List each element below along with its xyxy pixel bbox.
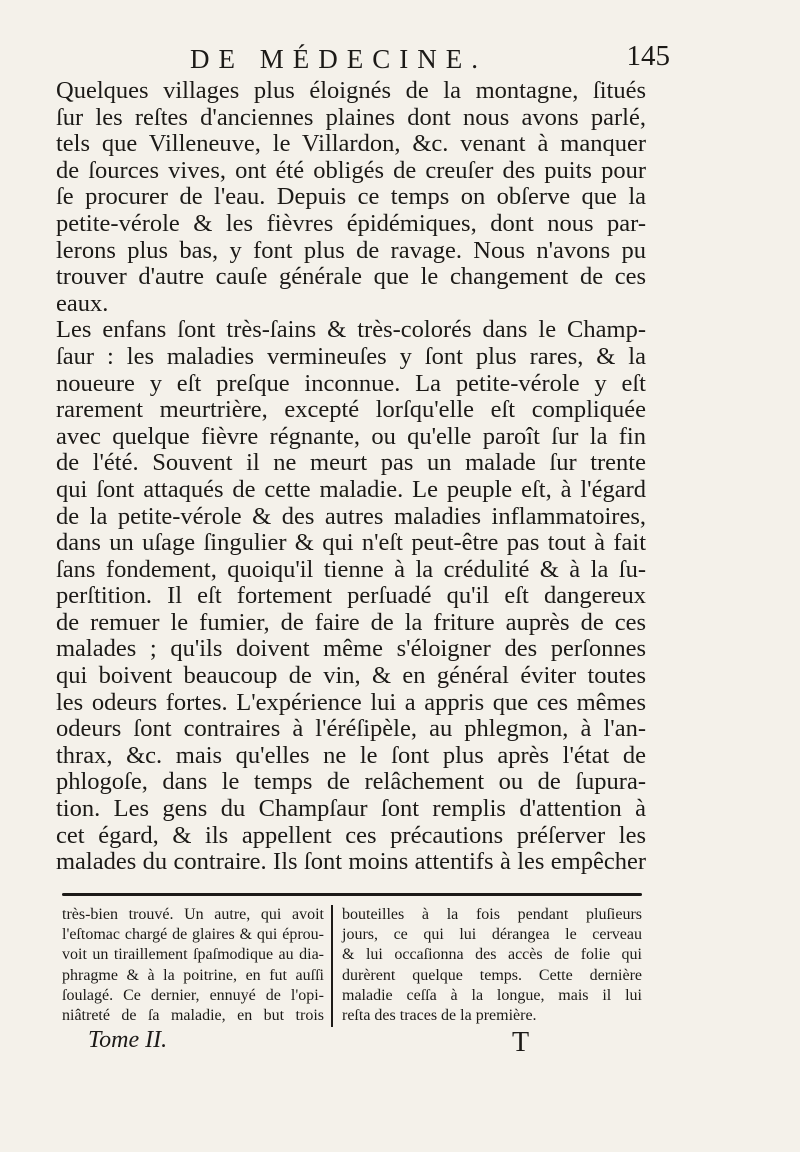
- body-line: cet égard, & ils appellent ces précautions préſerver les: [56, 821, 646, 849]
- body-line: tels que Villeneuve, le Villardon, &c. venant à manquer: [56, 130, 646, 158]
- body-line: tion. Les gens du Champſaur ſont remplis d'attention à: [56, 795, 646, 823]
- footnote-line: jours, ce qui lui dérangea le cerveau: [342, 926, 642, 944]
- body-line: Les enfans ſont très-ſains & très-colorés dans le Champ-: [56, 316, 646, 344]
- body-line: ſur les reſtes d'anciennes plaines dont nous avons parlé,: [56, 103, 646, 131]
- footnote-line: niâtreté de ſa maladie, en but trois: [62, 1006, 324, 1024]
- body-line: malades du contraire. Ils ſont moins attentifs à les empêcher: [56, 848, 646, 876]
- body-line: odeurs ſont contraires à l'éréſipèle, au phlegmon, à l'an-: [56, 715, 646, 743]
- footnote-line: bouteilles à la fois pendant pluſieurs: [342, 906, 642, 923]
- footnote-rule: [62, 893, 642, 896]
- body-line: les odeurs fortes. L'expérience lui a appris que ces mêmes: [56, 688, 646, 716]
- footnote-line: très-bien trouvé. Un autre, qui avoit: [62, 906, 324, 923]
- body-line: malades ; qu'ils doivent même s'éloigner des perſonnes: [56, 635, 646, 663]
- footnote-line: phragme & à la poitrine, en fut auſſi: [62, 966, 324, 984]
- signature-mark: T: [512, 1027, 530, 1058]
- body-line: Quelques villages plus éloignés de la montagne, ſitués: [56, 77, 646, 104]
- body-line: de remuer le fumier, de faire de la friture auprès de ces: [56, 608, 646, 636]
- footnote-line: ſoulagé. Ce dernier, ennuyé de l'opi-: [62, 986, 324, 1004]
- body-line: petite-vérole & les fièvres épidémiques, dont nous par-: [56, 209, 646, 237]
- body-text: [56, 78, 646, 876]
- footnote-column-right: [342, 905, 642, 1026]
- body-line: ſe procurer de l'eau. Depuis ce temps on obſerve que la: [56, 183, 646, 211]
- body-line: trouver d'autre cauſe générale que le changement de ces: [56, 263, 646, 291]
- body-line: perſtition. Il eſt fortement perſuadé qu'il eſt dangereux: [56, 582, 646, 610]
- body-line: de l'été. Souvent il ne meurt pas un malade ſur trente: [56, 449, 646, 477]
- footnote-line: & lui occaſionna des accès de folie qui: [342, 946, 642, 964]
- body-line: thrax, &c. mais qu'elles ne le ſont plus après l'état de: [56, 741, 646, 769]
- body-line: avec quelque fièvre régnante, ou qu'elle paroît ſur la fin: [56, 422, 646, 450]
- footnote-line: l'eſtomac chargé de glaires & qui éprou-: [62, 926, 324, 944]
- footnote-line: maladie ceſſa à la longue, mais il lui: [342, 986, 642, 1004]
- footnote-column-divider: [331, 905, 333, 1027]
- body-line: de ſources vives, ont été obligés de creuſer des puits pour: [56, 156, 646, 184]
- body-line: de la petite-vérole & des autres maladies inflammatoires,: [56, 502, 646, 530]
- footnote-line: voit un tiraillement ſpaſmodique au dia-: [62, 946, 324, 964]
- footnote-column-left: [62, 905, 324, 1026]
- body-line: lerons plus bas, y font plus de ravage. Nous n'avons pu: [56, 236, 646, 264]
- body-line: phlogoſe, dans le temps de relâchement ou de ſupura-: [56, 768, 646, 796]
- body-line: ſaur : les maladies vermineuſes y ſont plus rares, & la: [56, 342, 646, 370]
- body-line: eaux.: [56, 289, 109, 317]
- footnote-line: durèrent quelque temps. Cette dernière: [342, 966, 642, 984]
- volume-label: Tome II.: [88, 1027, 168, 1053]
- body-line: ſans fondement, quoiqu'il tienne à la crédulité & à la ſu-: [56, 555, 646, 583]
- body-line: dans un uſage ſingulier & qui n'eſt peut-être pas tout à fait: [56, 529, 646, 557]
- body-line: qui ſont attaqués de cette maladie. Le peuple eſt, à l'égard: [56, 475, 646, 503]
- page-number: 145: [626, 40, 670, 72]
- body-line: qui boivent beaucoup de vin, & en général éviter toutes: [56, 662, 646, 690]
- footnote-line: reſta des traces de la première.: [342, 1006, 537, 1024]
- running-head: DE MÉDECINE.: [190, 44, 487, 74]
- body-line: noueure y eſt preſque inconnue. La petite-vérole y eſt: [56, 369, 646, 397]
- body-line: rarement meurtrière, excepté lorſqu'elle eſt compliquée: [56, 396, 646, 424]
